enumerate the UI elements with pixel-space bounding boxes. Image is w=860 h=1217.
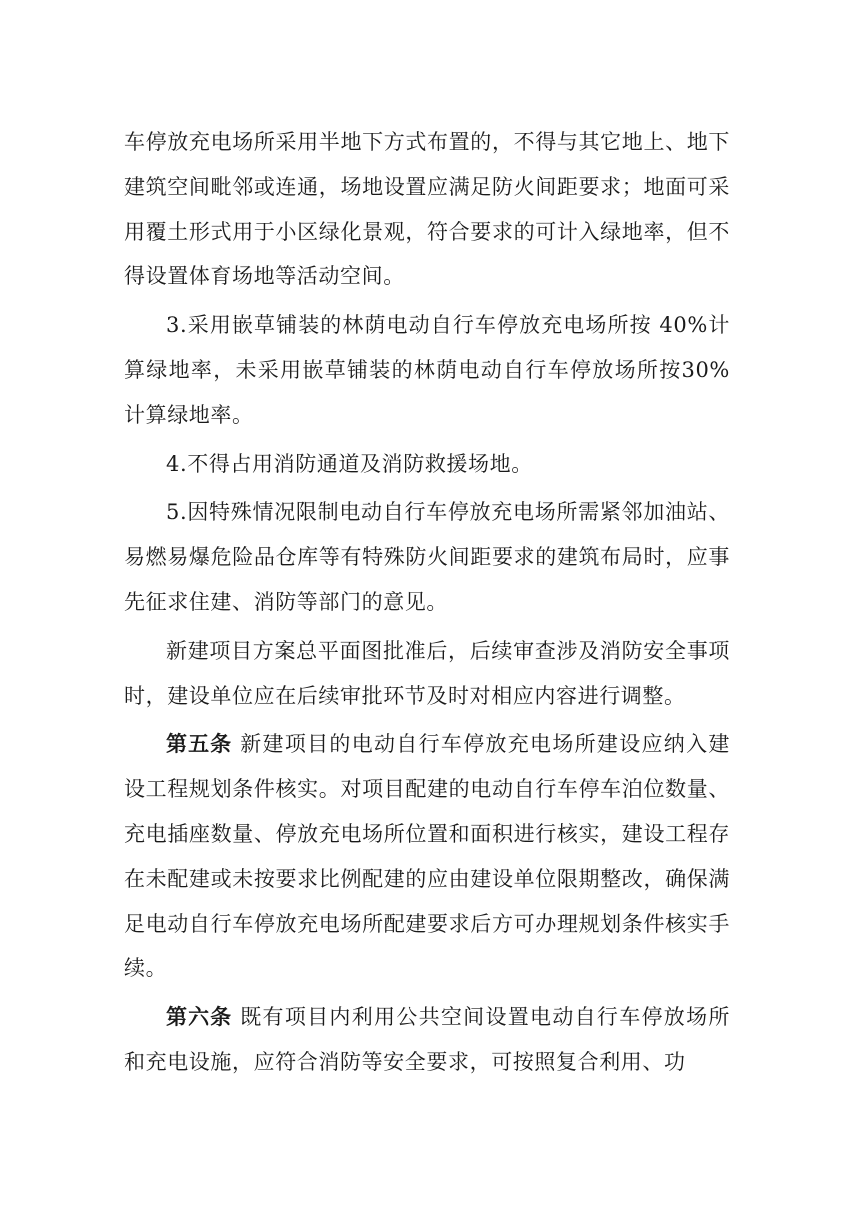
article-6-heading: 第六条 [166, 1005, 233, 1030]
document-body [124, 120, 730, 1085]
article-6-text: 既有项目内利用公共空间设置电动自行车停放场所和充电设施，应符合消防等安全要求，可按照复合利用、功 [124, 1005, 730, 1074]
article-5-heading: 第五条 [166, 732, 233, 757]
paragraph-item-3: 3.采用嵌草铺装的林荫电动自行车停放充电场所按 40%计算绿地率，未采用嵌草铺装的林荫电动自行车停放场所按30%计算绿地率。 [124, 313, 730, 427]
paragraph-item-5: 5.因特殊情况限制电动自行车停放充电场所需紧邻加油站、易燃易爆危险品仓库等有特殊防火间距要求的建筑布局时，应事先征求住建、消防等部门的意见。 [124, 500, 730, 614]
paragraph-item-4: 4.不得占用消防通道及消防救援场地。 [166, 451, 533, 476]
paragraph-continuation: 车停放充电场所采用半地下方式布置的，不得与其它地上、地下建筑空间毗邻或连通，场地设置应满足防火间距要求；地面可采用覆土形式用于小区绿化景观，符合要求的可计入绿地率，但不得设置体育场地等活动空间。 [124, 130, 730, 289]
article-5-paragraph [124, 722, 730, 991]
article-5-text: 新建项目的电动自行车停放充电场所建设应纳入建设工程规划条件核实。对项目配建的电动自行车停车泊位数量、充电插座数量、停放充电场所位置和面积进行核实，建设工程存在未配建或未按要求比例配建的应由建设单位限期整改，确保满足电动自行车停放充电场所配建要求后方可办理规划条件核实手续。 [124, 732, 730, 981]
article-6-paragraph [124, 995, 730, 1085]
paragraph-approval-note: 新建项目方案总平面图批准后，后续审查涉及消防安全事项时，建设单位应在后续审批环节及时对相应内容进行调整。 [124, 638, 730, 708]
